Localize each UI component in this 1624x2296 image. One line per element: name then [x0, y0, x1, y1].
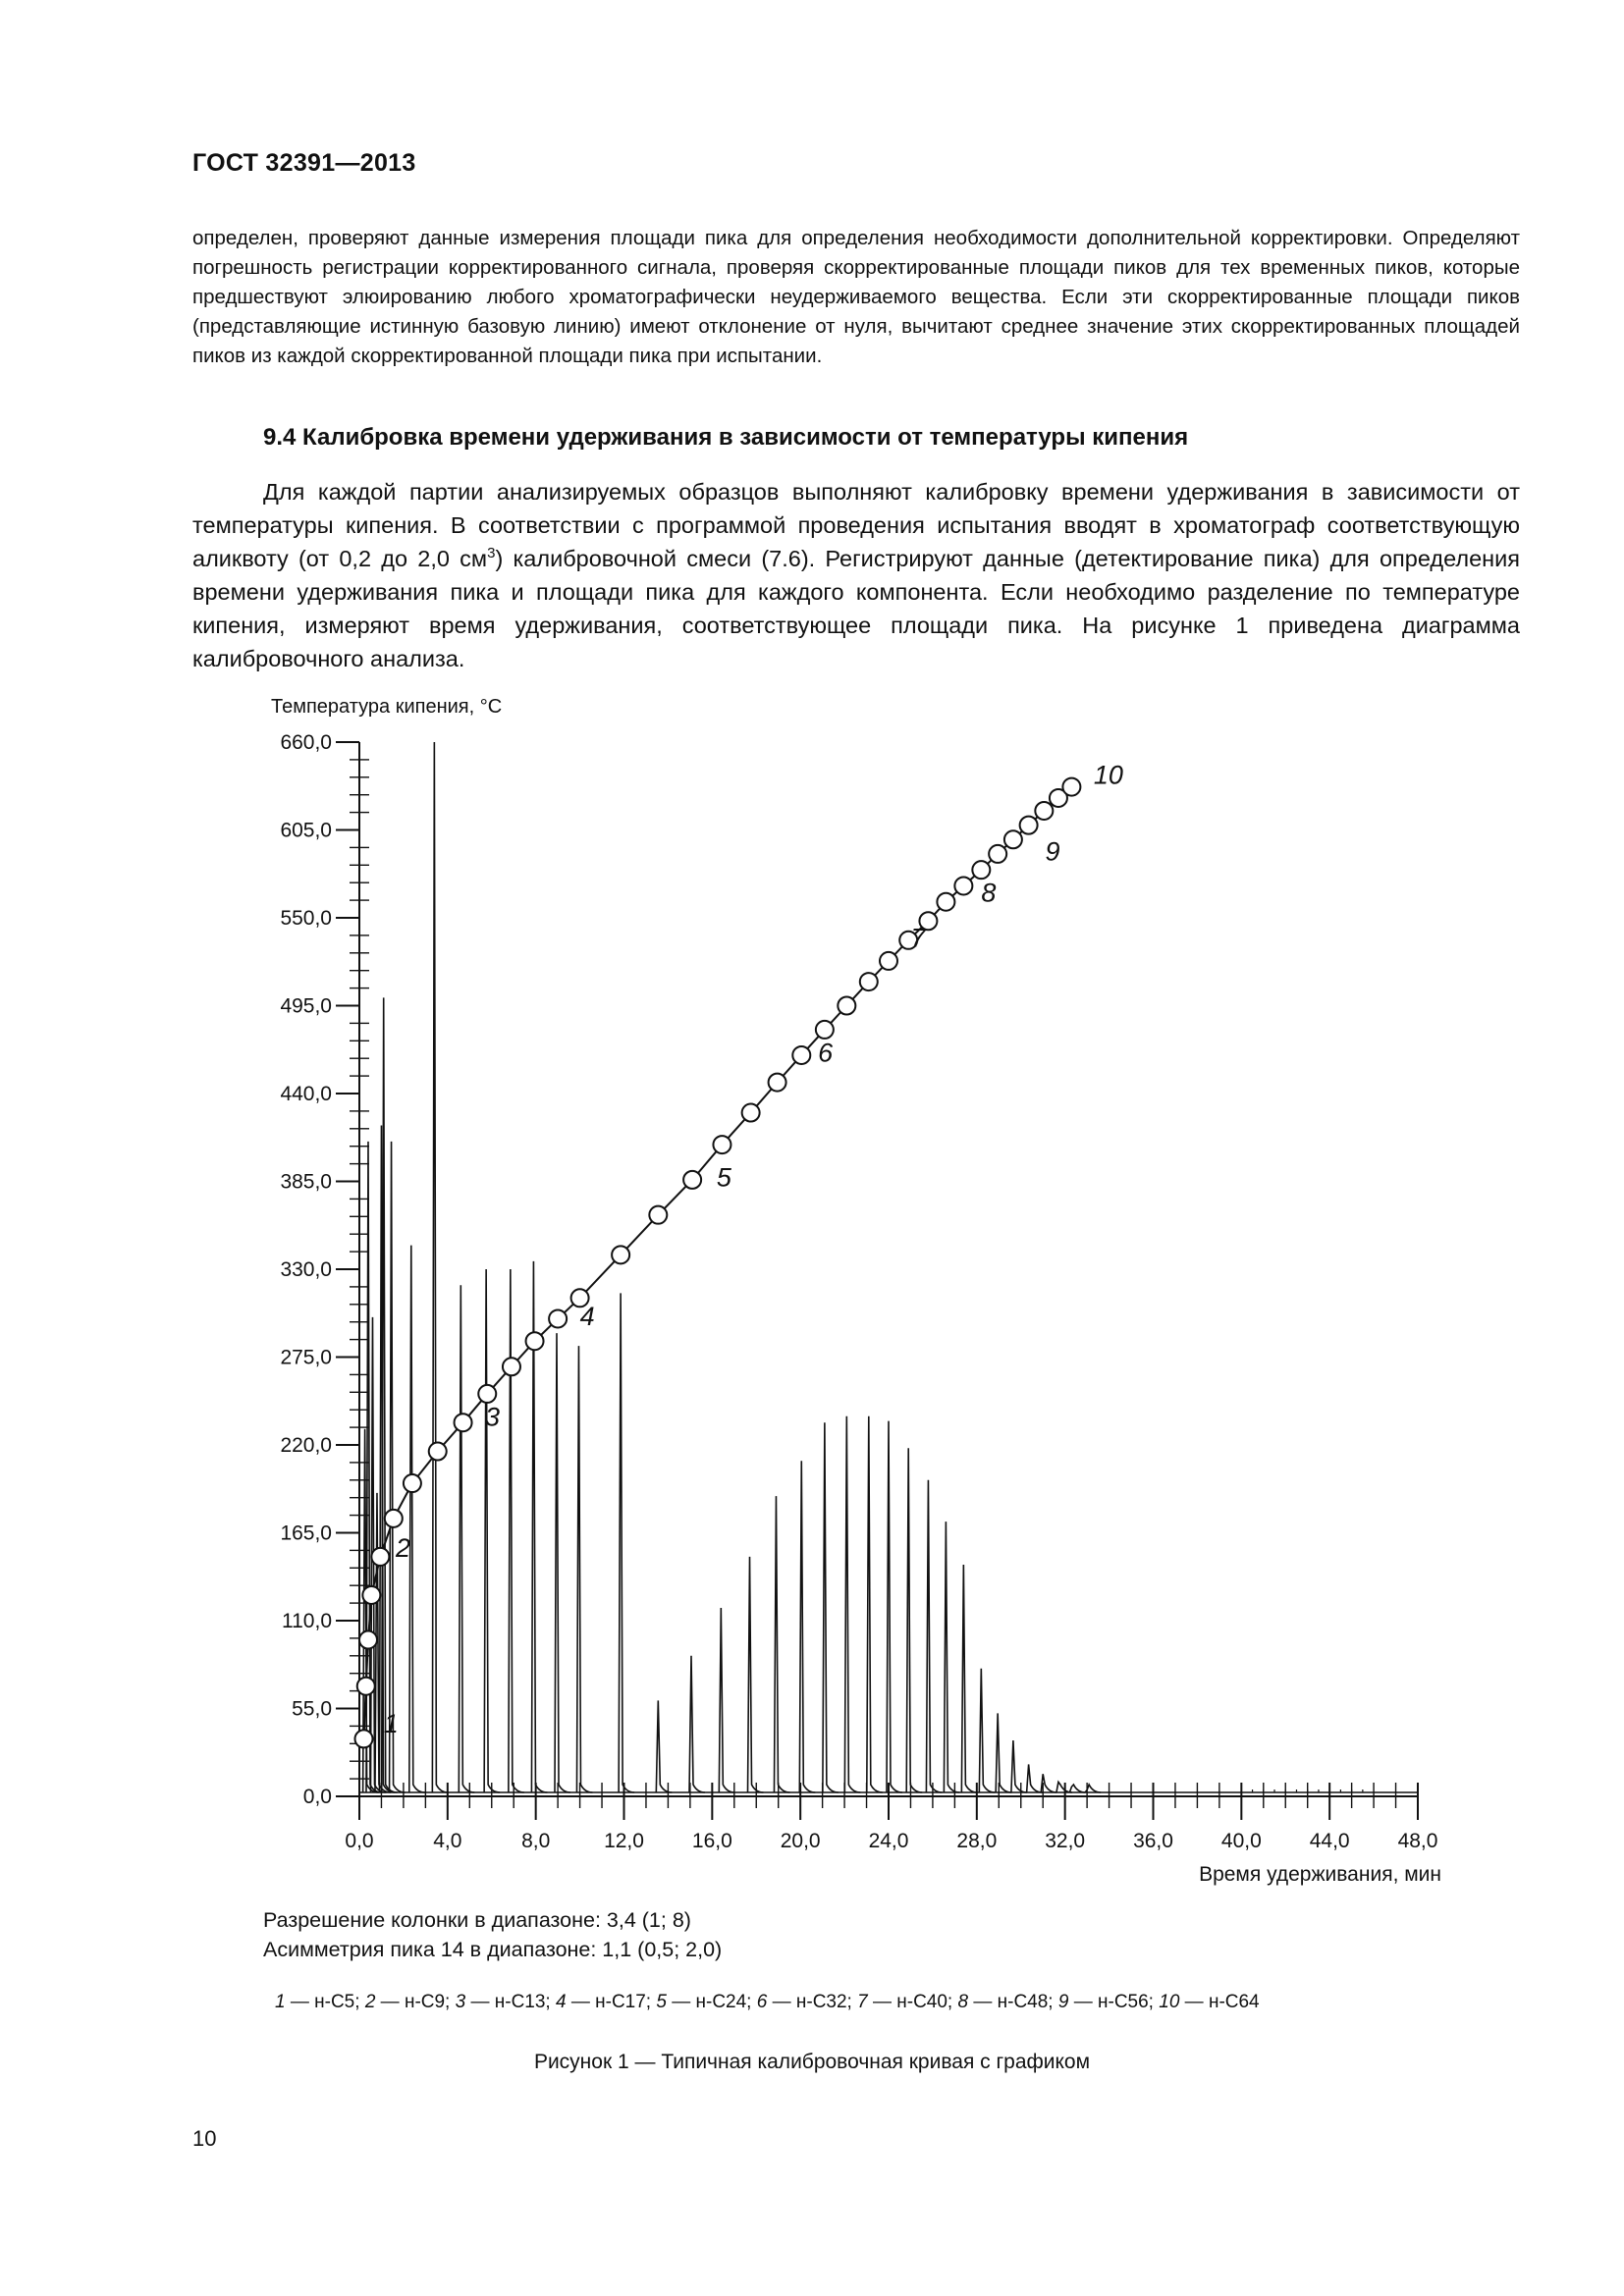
chromatogram-peak — [774, 1496, 789, 1792]
calibration-point — [549, 1309, 567, 1327]
chromatogram-peak — [961, 1565, 977, 1792]
calibration-point — [860, 973, 878, 990]
calibration-point — [838, 997, 855, 1015]
calibration-point — [683, 1171, 701, 1189]
chromatogram-peak — [867, 1416, 883, 1792]
y-tick-label: 275,0 — [280, 1346, 332, 1369]
x-tick-label: 20,0 — [780, 1830, 821, 1852]
calibration-point — [612, 1246, 629, 1263]
calibration-point — [989, 845, 1006, 863]
legend-item: 3 — н-С13; — [455, 1992, 556, 2012]
x-tick-label: 4,0 — [433, 1830, 462, 1852]
chromatogram-peak — [1069, 1785, 1085, 1792]
body-text-part1: Для каждой партии анализируемых образцов выполняют калибровку времени удерживания в зависимости от температуры кипения. В соответствии с программой проведения испытания вводят в хроматограф соответствующую аликвоту (от 0,2 до 2,0 см — [192, 479, 1520, 571]
calibration-line — [363, 787, 1071, 1739]
y-tick-label: 605,0 — [280, 819, 332, 842]
axis-labels — [271, 696, 1441, 1886]
calibration-point — [972, 861, 990, 879]
chromatogram-peak — [459, 1285, 474, 1792]
legend-item: 2 — н-С9; — [364, 1992, 456, 2012]
x-tick-label: 44,0 — [1309, 1830, 1350, 1852]
curve-label: 6 — [818, 1038, 834, 1068]
chromatogram-peak — [689, 1656, 705, 1792]
y-tick-label: 660,0 — [280, 731, 332, 754]
legend-item: 8 — н-С48; — [957, 1992, 1058, 2012]
chromatogram-peak — [719, 1608, 734, 1792]
calibration-point — [880, 952, 897, 970]
calibration-point — [769, 1074, 786, 1092]
calibration-point — [713, 1136, 731, 1153]
chromatogram — [359, 742, 1418, 1792]
calibration-point — [816, 1021, 834, 1039]
curve-label: 3 — [485, 1402, 501, 1432]
legend-item: 4 — н-С17; — [556, 1992, 657, 2012]
curve-label: 2 — [396, 1532, 411, 1563]
chromatogram-peak — [906, 1448, 922, 1792]
figure-caption: Рисунок 1 — Типичная калибровочная кривая с графиком — [533, 2051, 1091, 2073]
curve-label: 4 — [579, 1301, 595, 1331]
legend-item: 10 — н-С64 — [1159, 1992, 1260, 2012]
y-tick-label: 385,0 — [280, 1170, 332, 1194]
calibration-point — [385, 1510, 403, 1527]
calibration-point — [404, 1474, 421, 1492]
chromatogram-peak — [944, 1522, 959, 1792]
calibration-point — [357, 1678, 375, 1695]
x-tick-label: 24,0 — [868, 1830, 909, 1852]
calibration-point — [455, 1414, 472, 1431]
chromatogram-peak — [484, 1269, 500, 1792]
asymmetry-note: Асимметрия пика 14 в диапазоне: 1,1 (0,5; 2,0) — [263, 1938, 723, 1961]
calibration-point — [649, 1206, 667, 1224]
chromatogram-peak — [409, 1246, 425, 1792]
curve-label: 5 — [716, 1162, 731, 1193]
calibration-curve — [354, 778, 1080, 1748]
x-tick-label: 36,0 — [1133, 1830, 1173, 1852]
curve-label: 9 — [1045, 836, 1060, 867]
calibration-point — [937, 893, 954, 911]
y-tick-label: 55,0 — [292, 1697, 332, 1721]
calibration-point — [742, 1104, 760, 1122]
x-tick-label: 40,0 — [1220, 1830, 1262, 1852]
chromatogram-peak — [926, 1480, 942, 1792]
calibration-point — [954, 877, 972, 894]
y-tick-label: 495,0 — [280, 994, 332, 1018]
calibration-point — [1062, 778, 1080, 796]
calibration-point — [1020, 817, 1038, 834]
chromatogram-peak — [509, 1269, 524, 1792]
x-tick-label: 48,0 — [1397, 1830, 1438, 1852]
chromatogram-peak — [656, 1700, 672, 1792]
y-tick-label: 0,0 — [302, 1786, 332, 1808]
curve-label: 10 — [1093, 760, 1123, 790]
legend-item: 5 — н-С24; — [656, 1992, 757, 2012]
x-tick-label: 16,0 — [691, 1830, 732, 1852]
y-axis-title: Температура кипения, °C — [271, 696, 503, 718]
body-text-part2: ) калибровочной смеси (7.6). Регистрируют данные (детектирование пика) для определения времени удерживания пика и площади пика для каждого компонента. Если необходимо разделение по температуре кипения, измеряют время удерживания, соответствующее площади пика. На рисунке 1 приведена диаграмма калибровочного анализа. — [192, 546, 1520, 671]
chromatogram-peak — [432, 742, 448, 1792]
chromatogram-peak — [619, 1293, 634, 1792]
page-number: 10 — [192, 2126, 217, 2151]
calibration-point — [371, 1548, 389, 1566]
y-tick-label: 440,0 — [280, 1083, 332, 1105]
legend-item: 7 — н-С40; — [857, 1992, 958, 2012]
calibration-point — [429, 1443, 447, 1461]
x-tick-label: 8,0 — [521, 1830, 551, 1852]
chromatogram-peak — [748, 1557, 764, 1792]
x-tick-label: 12,0 — [604, 1830, 644, 1852]
calibration-point — [792, 1046, 810, 1064]
calibration-point — [503, 1358, 520, 1375]
y-tick-label: 330,0 — [280, 1258, 332, 1281]
calibration-point — [1004, 830, 1022, 848]
calibration-point — [1035, 802, 1053, 820]
y-tick-label: 220,0 — [280, 1434, 332, 1457]
chromatogram-peak — [555, 1333, 570, 1792]
calibration-point — [354, 1730, 372, 1747]
legend-item: 9 — н-С56; — [1057, 1992, 1160, 2012]
figure-legend — [275, 1992, 1260, 2013]
y-tick-label: 110,0 — [282, 1610, 332, 1632]
chromatogram-peak — [799, 1461, 815, 1792]
x-tick-label: 28,0 — [956, 1830, 998, 1852]
legend-item: 1 — н-С5; — [275, 1992, 365, 2012]
curve-label: 8 — [981, 878, 997, 908]
curve-label: 1 — [383, 1708, 399, 1738]
legend-item: 6 — н-С32; — [756, 1992, 858, 2012]
chromatogram-peak — [979, 1669, 995, 1792]
calibration-point — [362, 1586, 380, 1604]
document-header: ГОСТ 32391—2013 — [192, 149, 416, 177]
section-heading: 9.4 Калибровка времени удерживания в зависимости от температуры кипения — [263, 424, 1189, 451]
chromatogram-peak — [1027, 1764, 1043, 1792]
intro-text: определен, проверяют данные измерения площади пика для определения необходимости дополнительной корректировки. Определяют погрешность регистрации корректированного сигнала, проверяя скорректированные площади пиков для тех временных пиков, которые предшествуют элюированию любого хроматографически неудерживаемого вещества. Если эти скорректированные площади пиков (представляющие истинную базовую линию) имеют отклонение от нуля, вычитают среднее значение этих скорректированных площадей пиков из каждой скорректированной площади пика при испытании. — [192, 227, 1520, 367]
resolution-note: Разрешение колонки в диапазоне: 3,4 (1; 8) — [263, 1908, 691, 1932]
chart-axes — [336, 742, 1418, 1820]
x-axis-title: Время удерживания, мин — [1199, 1863, 1441, 1886]
chromatogram-peak — [996, 1713, 1011, 1792]
x-tick-label: 32,0 — [1045, 1830, 1086, 1852]
calibration-point — [478, 1385, 496, 1403]
chromatogram-peak — [1011, 1740, 1027, 1792]
y-tick-label: 165,0 — [280, 1522, 332, 1545]
curve-label: 7 — [910, 923, 926, 953]
chromatogram-peak — [576, 1346, 592, 1792]
chromatogram-peak — [390, 1142, 406, 1792]
body-superscript: 3 — [487, 545, 496, 562]
y-tick-label: 550,0 — [280, 907, 332, 930]
x-tick-label: 0,0 — [345, 1830, 374, 1852]
chromatogram-peak — [887, 1421, 902, 1792]
chromatogram-peak — [844, 1416, 860, 1792]
calibration-point — [526, 1332, 544, 1350]
chromatogram-peak — [823, 1422, 839, 1792]
calibration-point — [359, 1631, 377, 1649]
